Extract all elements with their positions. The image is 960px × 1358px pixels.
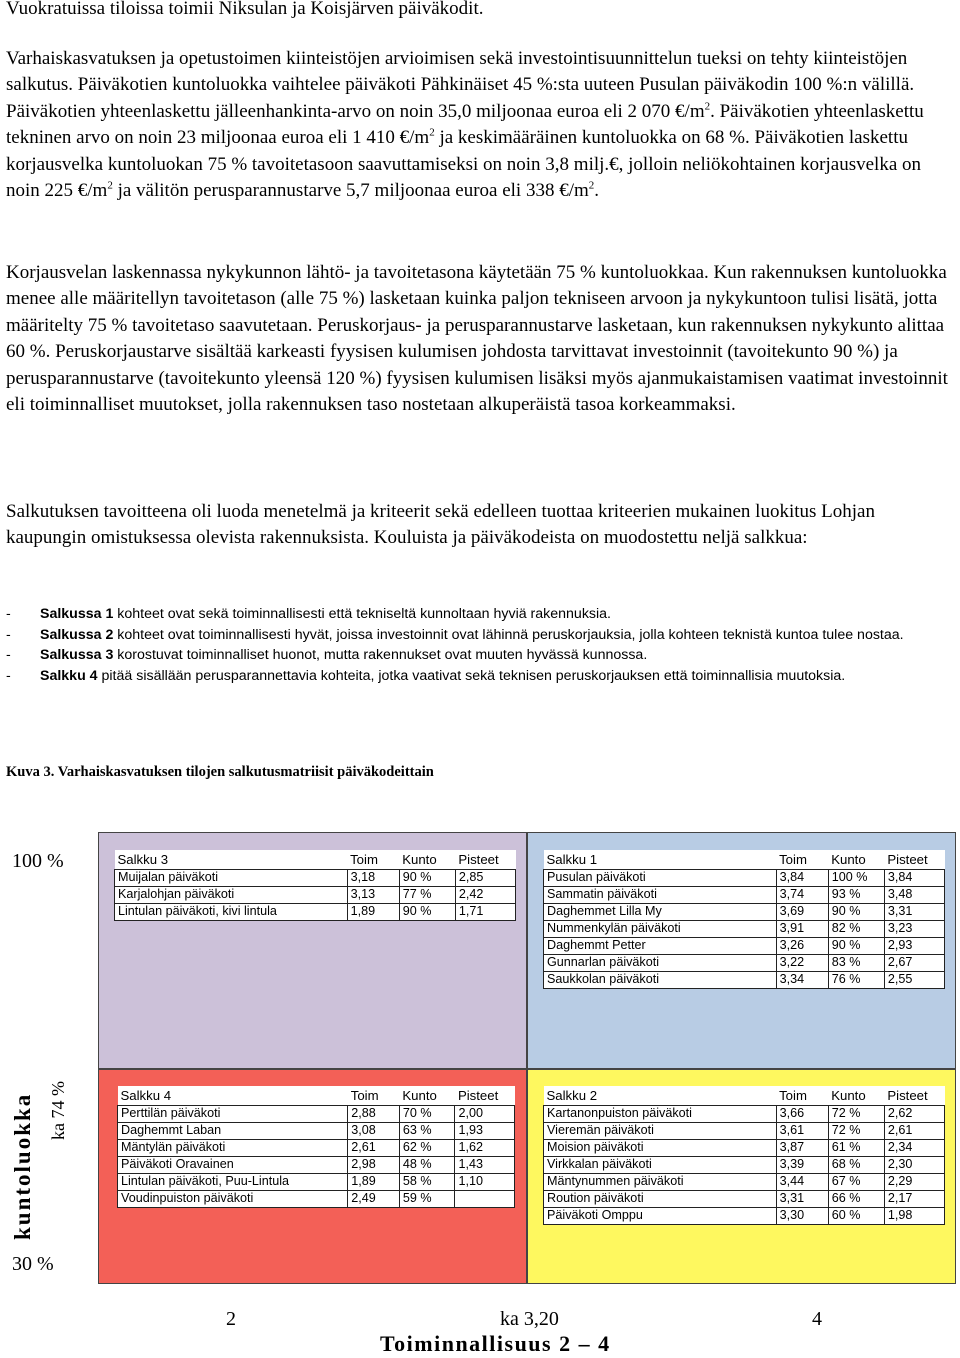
y-axis-bottom-label: 30 % — [12, 1253, 54, 1275]
kohde-cell: Daghemmt Petter — [544, 938, 777, 955]
salkku-description: kohteet ovat sekä toiminnallisesti että tekniseltä kunnoltaan hyviä rakennuksia. — [113, 606, 611, 622]
toim-cell: 1,89 — [347, 904, 399, 921]
para1-part-b: . Päiväkotien yhteenlaskettu tekninen arvo on noin 23 miljoonaa euroa eli 1 410 €/m — [6, 100, 924, 149]
table-row — [118, 1157, 515, 1174]
toim-cell: 2,49 — [348, 1191, 400, 1208]
kunto-cell: 72 % — [828, 1123, 884, 1140]
toim-cell: 3,13 — [347, 887, 399, 904]
table-row — [118, 1191, 515, 1208]
salkku-name: Salkussa 1 — [40, 606, 114, 622]
toim-cell: 3,44 — [776, 1174, 828, 1191]
pisteet-cell: 2,85 — [455, 870, 515, 887]
x-axis-right-label: 4 — [812, 1308, 822, 1330]
table-header-cell: Pisteet — [884, 1086, 944, 1106]
kohde-cell: Sammatin päiväkoti — [544, 887, 777, 904]
table-row — [544, 1191, 945, 1208]
kohde-cell: Roution päiväkoti — [544, 1191, 777, 1208]
toim-cell: 2,88 — [348, 1106, 400, 1123]
toim-cell: 3,69 — [776, 904, 828, 921]
pisteet-cell: 2,34 — [884, 1140, 944, 1157]
pisteet-cell: 3,23 — [884, 921, 944, 938]
list-dash: - — [6, 626, 11, 643]
paragraph-korjausvelka: Korjausvelan laskennassa nykykunnon lähtö- ja tavoitetasona käytetään 75 % kuntoluokkaa. Kun rakennuksen kuntoluokka menee alle määritellyn tavoitetason (alle 75 %) lasketaan kuinka paljon tekniseen arvoon ja nykykuntoon tulisi lisätä, jotta määritelty 75 % tavoitetaso saavutetaan. Peruskorjaus- ja perusparannustarve lasketaan, kun rakennuksen nykykunto alittaa 60 %. Peruskorjaustarve sisältää karkeasti fyysisen kulumisen johdosta tarvittavat investoinnit (tavoitekunto 90 %) ja perusparannustarve (tavoitekunto yleensä 120 %) fyysisen kulumisen lisäksi myös ajanmukaistamisen vaatimat investoinnit eli toiminnalliset muutokset, jolla rakennuksen taso nostetaan alkuperäistä tasoa korkeammaksi. — [6, 262, 948, 416]
toim-cell: 3,39 — [776, 1157, 828, 1174]
para1-part-e: . — [594, 180, 600, 202]
kunto-cell: 58 % — [399, 1174, 455, 1191]
paragraph-salkutus-intro — [6, 46, 952, 204]
list-text — [40, 604, 611, 625]
table-header-cell: Toim — [776, 850, 828, 870]
kohde-cell: Kartanonpuiston päiväkoti — [544, 1106, 777, 1123]
pisteet-cell: 2,62 — [884, 1106, 944, 1123]
kohde-cell: Gunnarlan päiväkoti — [544, 955, 777, 972]
table-row — [115, 887, 516, 904]
table-row — [544, 955, 945, 972]
salkku-name: Salkku 4 — [40, 667, 98, 684]
pisteet-cell: 2,61 — [884, 1123, 944, 1140]
table-row — [118, 1123, 515, 1140]
table-header-cell: Toim — [347, 850, 399, 870]
kohde-cell: Mäntynummen päiväkoti — [544, 1174, 777, 1191]
pisteet-cell: 1,98 — [884, 1208, 944, 1225]
x-axis-left-label: 2 — [226, 1308, 236, 1330]
salkku-description: pitää sisällään perusparannettavia kohteita, jotka vaativat sekä teknisen peruskorjauksen että toiminnallisia muutoksia. — [97, 667, 846, 684]
kohde-cell: Karjalohjan päiväkoti — [115, 887, 348, 904]
table-header-cell: Salkku 4 — [118, 1086, 348, 1106]
kunto-cell: 66 % — [828, 1191, 884, 1208]
kohde-cell: Virkkalan päiväkoti — [544, 1157, 777, 1174]
list-text — [40, 625, 904, 646]
kunto-cell: 62 % — [399, 1140, 455, 1157]
table-header-cell: Kunto — [399, 1086, 455, 1106]
toim-cell: 3,91 — [776, 921, 828, 938]
kohde-cell: Muijalan päiväkoti — [115, 870, 348, 887]
toim-cell: 2,61 — [348, 1140, 400, 1157]
kunto-cell: 90 % — [399, 870, 455, 887]
kohde-cell: Moision päiväkoti — [544, 1140, 777, 1157]
toim-cell: 3,74 — [776, 887, 828, 904]
list-dash: - — [6, 606, 11, 622]
table-row — [544, 1123, 945, 1140]
kunto-cell: 90 % — [828, 904, 884, 921]
salkku-list-item — [6, 604, 936, 625]
y-axis-top-label: 100 % — [12, 850, 64, 872]
pisteet-cell: 1,93 — [455, 1123, 515, 1140]
table-row — [544, 887, 945, 904]
pisteet-cell: 1,43 — [455, 1157, 515, 1174]
kohde-cell: Lintulan päiväkoti, kivi lintula — [115, 904, 348, 921]
table-header-cell: Kunto — [399, 850, 455, 870]
superscript: 2 — [429, 126, 435, 139]
kunto-cell: 100 % — [828, 870, 884, 887]
superscript: 2 — [588, 179, 595, 192]
kunto-cell: 48 % — [399, 1157, 455, 1174]
table-salkku-3 — [114, 850, 516, 921]
list-text — [40, 645, 647, 666]
salkku-name: Salkussa 3 — [40, 647, 114, 663]
table-header-cell: Toim — [776, 1086, 828, 1106]
x-axis-mid-label: ka 3,20 — [500, 1308, 559, 1330]
superscript: 2 — [704, 100, 711, 113]
table-header-cell: Salkku 3 — [115, 850, 348, 870]
kohde-cell: Perttilän päiväkoti — [118, 1106, 348, 1123]
table-header-cell: Pisteet — [455, 850, 515, 870]
table-header-cell: Pisteet — [455, 1086, 515, 1106]
kunto-cell: 90 % — [828, 938, 884, 955]
table-header-cell: Pisteet — [884, 850, 944, 870]
table-header-cell: Salkku 2 — [544, 1086, 777, 1106]
toim-cell: 3,34 — [776, 972, 828, 989]
table-row — [544, 1157, 945, 1174]
table-header-cell: Kunto — [828, 850, 884, 870]
pisteet-cell: 1,62 — [455, 1140, 515, 1157]
kunto-cell: 76 % — [828, 972, 884, 989]
kohde-cell: Nummenkylän päiväkoti — [544, 921, 777, 938]
table-row — [544, 1106, 945, 1123]
table-row — [544, 1140, 945, 1157]
table-row — [544, 870, 945, 887]
kohde-cell: Vieremän päiväkoti — [544, 1123, 777, 1140]
table-header-row — [115, 850, 516, 870]
kunto-cell: 61 % — [828, 1140, 884, 1157]
kunto-cell: 72 % — [828, 1106, 884, 1123]
table-salkku-2 — [543, 1086, 945, 1225]
kunto-cell: 63 % — [399, 1123, 455, 1140]
pisteet-cell: 2,67 — [884, 955, 944, 972]
toim-cell: 3,18 — [347, 870, 399, 887]
pisteet-cell: 2,55 — [884, 972, 944, 989]
kunto-cell: 83 % — [828, 955, 884, 972]
kunto-cell: 59 % — [399, 1191, 455, 1208]
pisteet-cell: 2,17 — [884, 1191, 944, 1208]
para1-part-c: ja keskimääräinen kuntoluokka on 68 %. Päiväkotien laskettu korjausvelka kuntoluokan 75 % tavoitetasoon saavuttamiseksi on noin 3,8 milj.€, jolloin neliökohtainen korjausvelka on noin 225 €/m — [6, 127, 922, 202]
table-row — [544, 1174, 945, 1191]
table-header-row — [118, 1086, 515, 1106]
table-header-cell: Kunto — [828, 1086, 884, 1106]
salkku-name: Salkussa 2 — [40, 626, 114, 643]
toim-cell: 3,61 — [776, 1123, 828, 1140]
kohde-cell: Päiväkoti Omppu — [544, 1208, 777, 1225]
salkku-description: korostuvat toiminnalliset huonot, mutta rakennukset ovat muuten hyvässä kunnossa. — [113, 647, 648, 663]
kohde-cell: Voudinpuiston päiväkoti — [118, 1191, 348, 1208]
toim-cell: 3,26 — [776, 938, 828, 955]
table-header-cell: Salkku 1 — [544, 850, 777, 870]
kunto-cell: 90 % — [399, 904, 455, 921]
y-axis-mid-label: ka 74 % — [48, 1081, 68, 1140]
toim-cell: 3,30 — [776, 1208, 828, 1225]
table-row — [115, 870, 516, 887]
toim-cell: 3,31 — [776, 1191, 828, 1208]
table-row — [115, 904, 516, 921]
intro-line: Vuokratuissa tiloissa toimii Niksulan ja Koisjärven päiväkodit. — [6, 0, 484, 19]
kohde-cell: Pusulan päiväkoti — [544, 870, 777, 887]
table-salkku-1 — [543, 850, 945, 989]
kohde-cell: Mäntylän päiväkoti — [118, 1140, 348, 1157]
pisteet-cell: 2,00 — [455, 1106, 515, 1123]
pisteet-cell: 2,29 — [884, 1174, 944, 1191]
salkku-description: kohteet ovat toiminnallisesti hyvät, joissa investoinnit ovat lähinnä peruskorjauksia, jolla kohteen teknistä kuntoa tulee nostaa. — [113, 626, 904, 643]
x-axis-title: Toiminnallisuus 2 – 4 — [380, 1331, 611, 1356]
toim-cell: 3,66 — [776, 1106, 828, 1123]
pisteet-cell — [455, 1191, 515, 1208]
pisteet-cell: 1,10 — [455, 1174, 515, 1191]
kohde-cell: Päiväkoti Oravainen — [118, 1157, 348, 1174]
table-row — [544, 904, 945, 921]
kunto-cell: 77 % — [399, 887, 455, 904]
table-row — [118, 1140, 515, 1157]
salkku-list-item — [6, 645, 936, 666]
kohde-cell: Lintulan päiväkoti, Puu-Lintula — [118, 1174, 348, 1191]
table-row — [544, 938, 945, 955]
kunto-cell: 68 % — [828, 1157, 884, 1174]
salkku-list-item — [6, 666, 936, 687]
figure-caption: Kuva 3. Varhaiskasvatuksen tilojen salkutusmatriisit päiväkodeittain — [6, 764, 434, 780]
list-dash: - — [6, 667, 11, 684]
pisteet-cell: 2,93 — [884, 938, 944, 955]
paragraph-salkutuksen-tavoite: Salkutuksen tavoitteena oli luoda menetelmä ja kriteerit sekä edelleen tuottaa kriteerien mukainen luokitus Lohjan kaupungin omistuksessa olevista rakennuksista. Kouluista ja päiväkodeista on muodostettu neljä salkkua: — [6, 501, 875, 549]
toim-cell: 1,89 — [348, 1174, 400, 1191]
table-row — [544, 972, 945, 989]
kunto-cell: 82 % — [828, 921, 884, 938]
toim-cell: 3,22 — [776, 955, 828, 972]
table-header-cell: Toim — [348, 1086, 400, 1106]
table-salkku-4 — [117, 1086, 515, 1208]
list-dash: - — [6, 647, 11, 663]
pisteet-cell: 2,42 — [455, 887, 515, 904]
kunto-cell: 93 % — [828, 887, 884, 904]
pisteet-cell: 3,31 — [884, 904, 944, 921]
list-text — [40, 666, 845, 687]
superscript: 2 — [107, 179, 113, 192]
table-row — [544, 921, 945, 938]
pisteet-cell: 1,71 — [455, 904, 515, 921]
pisteet-cell: 3,48 — [884, 887, 944, 904]
table-row — [118, 1174, 515, 1191]
pisteet-cell: 2,30 — [884, 1157, 944, 1174]
y-axis-title: kuntoluokka — [10, 1092, 35, 1240]
toim-cell: 2,98 — [348, 1157, 400, 1174]
toim-cell: 3,87 — [776, 1140, 828, 1157]
kohde-cell: Daghemmt Laban — [118, 1123, 348, 1140]
salkku-list — [6, 604, 936, 686]
table-row — [118, 1106, 515, 1123]
kunto-cell: 70 % — [399, 1106, 455, 1123]
kohde-cell: Saukkolan päiväkoti — [544, 972, 777, 989]
para1-part-a: Varhaiskasvatuksen ja opetustoimen kiinteistöjen arvioimisen sekä investointisuunnittelun tueksi on tehty kiinteistöjen salkutus. Päiväkotien kuntoluokka vaihtelee päiväkoti Pähkinäiset 45 %:sta uuteen Pusulan päiväkodin 100 %:n välillä. Päiväkotien yhteenlaskettu jälleenhankinta-arvo on noin 35,0 miljoonaa euroa eli 2 070 €/m — [6, 48, 915, 122]
salkku-list-item — [6, 625, 936, 646]
kunto-cell: 60 % — [828, 1208, 884, 1225]
table-header-row — [544, 1086, 945, 1106]
toim-cell: 3,08 — [348, 1123, 400, 1140]
table-header-row — [544, 850, 945, 870]
para1-part-d: ja välitön perusparannustarve 5,7 miljoonaa euroa eli 338 €/m — [112, 180, 589, 202]
pisteet-cell: 3,84 — [884, 870, 944, 887]
table-row — [544, 1208, 945, 1225]
toim-cell: 3,84 — [776, 870, 828, 887]
kohde-cell: Daghemmet Lilla My — [544, 904, 777, 921]
kunto-cell: 67 % — [828, 1174, 884, 1191]
